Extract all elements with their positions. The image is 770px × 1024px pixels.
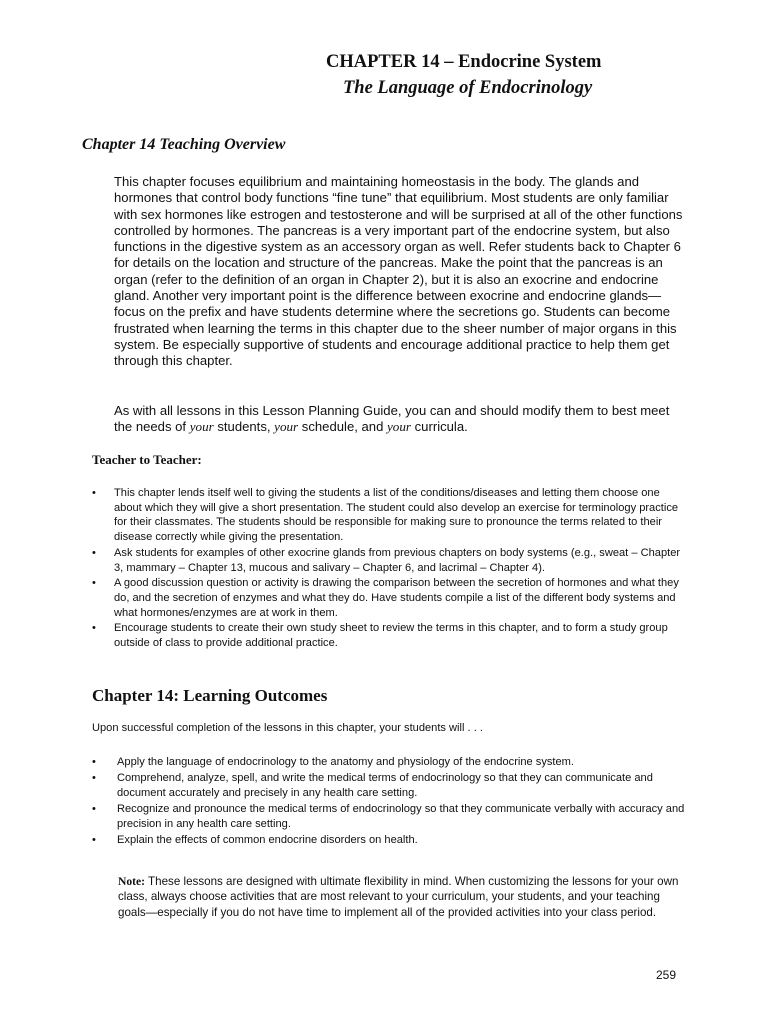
bullet-icon: • <box>92 577 96 590</box>
note-label: Note: <box>118 875 146 888</box>
list-item <box>88 546 688 575</box>
note-paragraph <box>118 874 688 920</box>
chapter-title: CHAPTER 14 – Endocrine System <box>326 52 602 72</box>
list-item <box>88 771 688 800</box>
list-item <box>88 755 688 770</box>
list-item <box>88 621 688 650</box>
bullet-icon: • <box>92 772 96 785</box>
emphasis-your: your <box>189 419 214 435</box>
list-item-text: Recognize and pronounce the medical terms of endocrinology so that they communicate verbally with accuracy and precision in any health care setting. <box>117 803 685 830</box>
learning-outcomes-list <box>88 755 688 849</box>
list-item-text: Encourage students to create their own study sheet to review the terms in this chapter, and to form a study group outside of class to provide additional practice. <box>114 622 668 650</box>
teacher-to-teacher-list <box>88 486 688 652</box>
emphasis-your: your <box>274 419 299 435</box>
teacher-to-teacher-heading: Teacher to Teacher: <box>92 452 202 467</box>
overview-paragraph-modify <box>114 403 684 436</box>
paragraph-text: As with all lessons in this Lesson Planning Guide, you can and should modify them to best meet the needs of <box>114 403 670 435</box>
paragraph-text: schedule, and <box>298 419 387 435</box>
list-item-text: Ask students for examples of other exocrine glands from previous chapters on body systems (e.g., sweat – Chapter 3, mammary – Chapter 13, mucous and salivary – Chapter 6, and lacrimal – Chapter 4). <box>114 546 681 574</box>
paragraph-text: curricula. <box>411 419 468 435</box>
overview-paragraph: This chapter focuses equilibrium and maintaining homeostasis in the body. The glands and hormones that control body functions “fine tune” that equilibrium. Most students are only familiar with sex hormones like estrogen and testosterone and will be surprised at all of the other functions controlled by hormones. The pancreas is a very important part of the endocrine system, but also functions in the digestive system as an accessory organ as well. Refer students back to Chapter 6 for details on the location and structure of the pancreas. Make the point that the pancreas is an organ (refer to the definition of an organ in Chapter 2), but it is also an exocrine and endocrine gland. Another very important point is the difference between exocrine and endocrine glands—focus on the prefix and have students determine where the secretions go. Students can become frustrated when learning the terms in this chapter due to the sheer number of major organs in this system. Be especially supportive of students and encourage additional practice to help them get through this chapter. <box>114 174 683 369</box>
note-text: These lessons are designed with ultimate flexibility in mind. When customizing the lessons for your own class, always choose activities that are most relevant to your curriculum, your students, and your teaching goals—especially if you do not have time to implement all of the provided activities into your class period. <box>118 875 679 919</box>
bullet-icon: • <box>92 834 96 847</box>
learning-outcomes-intro: Upon successful completion of the lessons in this chapter, your students will . . . <box>92 722 483 734</box>
emphasis-your: your <box>386 419 411 435</box>
paragraph-text: students, <box>213 419 275 435</box>
list-item-text: Comprehend, analyze, spell, and write the medical terms of endocrinology so that they can communicate and document accurately and precisely in any health care setting. <box>117 772 653 799</box>
list-item-text: Explain the effects of common endocrine disorders on health. <box>117 834 418 847</box>
list-item-text: A good discussion question or activity is drawing the comparison between the secretion of hormones and what they do, and the secretion of enzymes and what they do. Have students compile a list of the different body systems and what hormones/enzymes are at work in them. <box>114 577 679 619</box>
bullet-icon: • <box>92 622 96 635</box>
list-item <box>88 833 688 848</box>
bullet-icon: • <box>92 756 96 768</box>
bullet-icon: • <box>92 487 96 499</box>
list-item-text: Apply the language of endocrinology to the anatomy and physiology of the endocrine system. <box>117 756 574 768</box>
list-item <box>88 486 688 545</box>
list-item-text: This chapter lends itself well to giving the students a list of the conditions/diseases and letting them choose one about which they will give a short presentation. The student could also develop an exercise for terminology practice for their classmates. The students should be responsible for making sure to pronounce the terms related to their disease correctly while giving the presentation. <box>114 487 679 544</box>
bullet-icon: • <box>92 546 96 559</box>
bullet-icon: • <box>92 803 96 816</box>
learning-outcomes-heading: Chapter 14: Learning Outcomes <box>92 686 328 705</box>
page-number: 259 <box>656 968 677 982</box>
list-item <box>88 576 688 620</box>
chapter-subtitle: The Language of Endocrinology <box>343 78 593 98</box>
overview-heading: Chapter 14 Teaching Overview <box>82 136 286 153</box>
list-item <box>88 802 688 831</box>
